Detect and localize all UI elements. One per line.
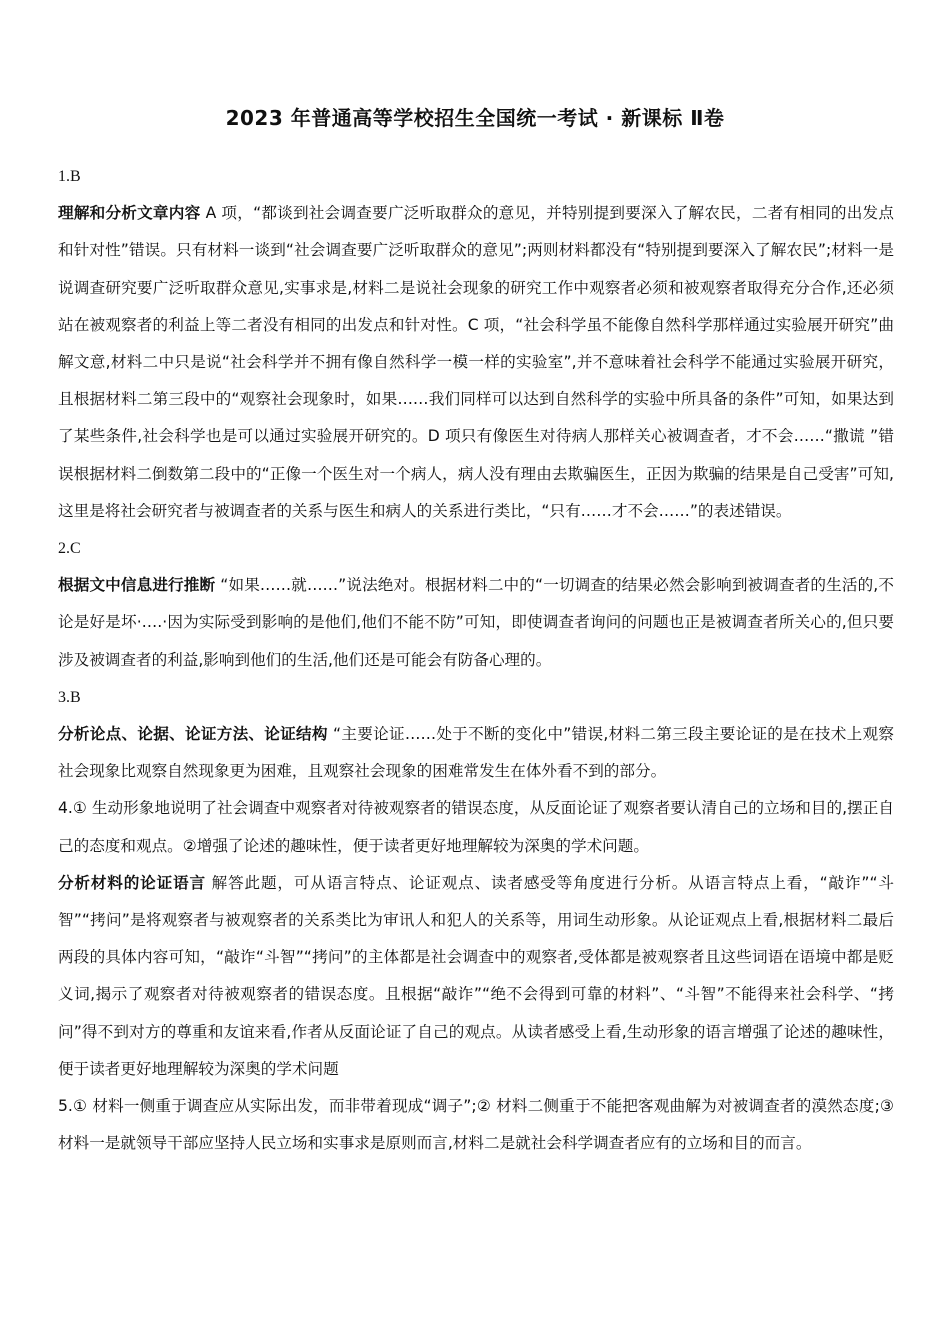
q1-text: A 项，“都谈到社会调查要广泛听取群众的意见，并特别提到要深入了解农民，二者有相同的出发点和针对性”错误。只有材料一谈到“社会调查要广泛听取群众的意见”;两则材料都没有“特别提到要深入了解农民”;材料一是说调查研究要广泛听取群众意见,实事求是,材料二是说社会现象的研究工作中观察者必须和被观察者取得充分合作,还必须站在被观察者的利益上等二者没有相同的出发点和针对性。C 项，“社会科学虽不能像自然科学那样通过实验展开研究”曲解文意,材料二中只是说“社会科学并不拥有像自然科学一模一样的实验室”,并不意味着社会科学不能通过实验展开研究，且根据材料二第三段中的“观察社会现象时，如果……我们同样可以达到自然科学的实验中所具备的条件”可知，如果达到了某些条件,社会科学也是可以通过实验展开研究的。D 项只有像医生对待病人那样关心被调查者，才不会……“撒谎 ”错误根据材料二倒数第二段中的“正像一个医生对一个病人，病人没有理由去欺骗医生，正因为欺骗的结果是自己受害”可知,这里是将社会研究者与被调查者的关系与医生和病人的关系进行类比，“只有……才不会……”的表述错误。	[58, 204, 894, 520]
q3-text: “主要论证……处于不断的变化中”错误,材料二第三段主要论证的是在技术上观察社会现象比观察自然现象更为困难，且观察社会现象的困难常发生在体外看不到的部分。	[58, 725, 894, 781]
q4-explanation	[58, 865, 894, 1088]
page-title: 2023 年普通高等学校招生全国统一考试 · 新课标 Ⅱ卷	[225, 106, 725, 130]
q2-explanation	[58, 567, 894, 679]
q2-number: 2.C	[58, 540, 81, 558]
q3-explanation	[58, 716, 894, 790]
q5-answer: 5.① 材料一侧重于调查应从实际出发，而非带着现成“调子”;② 材料二侧重于不能把客观曲解为对被调查者的漠然态度;③ 材料一是就领导干部应坚持人民立场和实事求是原则而言,材料二是就社会科学调查者应有的立场和目的而言。	[58, 1097, 894, 1153]
answer-content	[58, 158, 894, 1162]
q2-label: 根据文中信息进行推断	[58, 576, 216, 595]
q1-number: 1.B	[58, 168, 81, 185]
q3-number: 3.B	[58, 688, 81, 706]
q4-answer: 4.① 生动形象地说明了社会调查中观察者对待被观察者的错误态度，从反面论证了观察者要认清自己的立场和目的,摆正自己的态度和观点。②增强了论述的趣味性，便于读者更好地理解较为深奥的学术问题。	[58, 799, 894, 855]
q3-label: 分析论点、论据、论证方法、论证结构	[58, 725, 328, 744]
q4-label: 分析材料的论证语言	[58, 873, 206, 892]
q1-explanation	[58, 195, 894, 530]
q4-text: 解答此题，可从语言特点、论证观点、读者感受等角度进行分析。从语言特点上看，“敲诈”“斗智”“拷问”是将观察者与被观察者的关系类比为审讯人和犯人的关系等，用词生动形象。从论证观点上看,根据材料二最后两段的具体内容可知，“敲诈“斗智”“拷问”的主体都是社会调查中的观察者,受体都是被观察者且这些词语在语境中都是贬义词,揭示了观察者对待被观察者的错误态度。且根据“敲诈”“绝不会得到可靠的材料”、“斗智”不能得来社会科学、“拷问”得不到对方的尊重和友谊来看,作者从反面论证了自己的观点。从读者感受上看,生动形象的语言增强了论述的趣味性，便于读者更好地理解较为深奥的学术问题	[58, 873, 894, 1078]
q1-label: 理解和分析文章内容	[58, 204, 201, 223]
q2-text: “如果……就……”说法绝对。根据材料二中的“一切调查的结果必然会影响到被调查者的生活的,不论是好是坏·….·因为实际受到影响的是他们,他们不能不防”可知，即使调查者询问的问题也正是被调查者所关心的,但只要涉及被调查者的利益,影响到他们的生活,他们还是可能会有防备心理的。	[58, 576, 894, 669]
